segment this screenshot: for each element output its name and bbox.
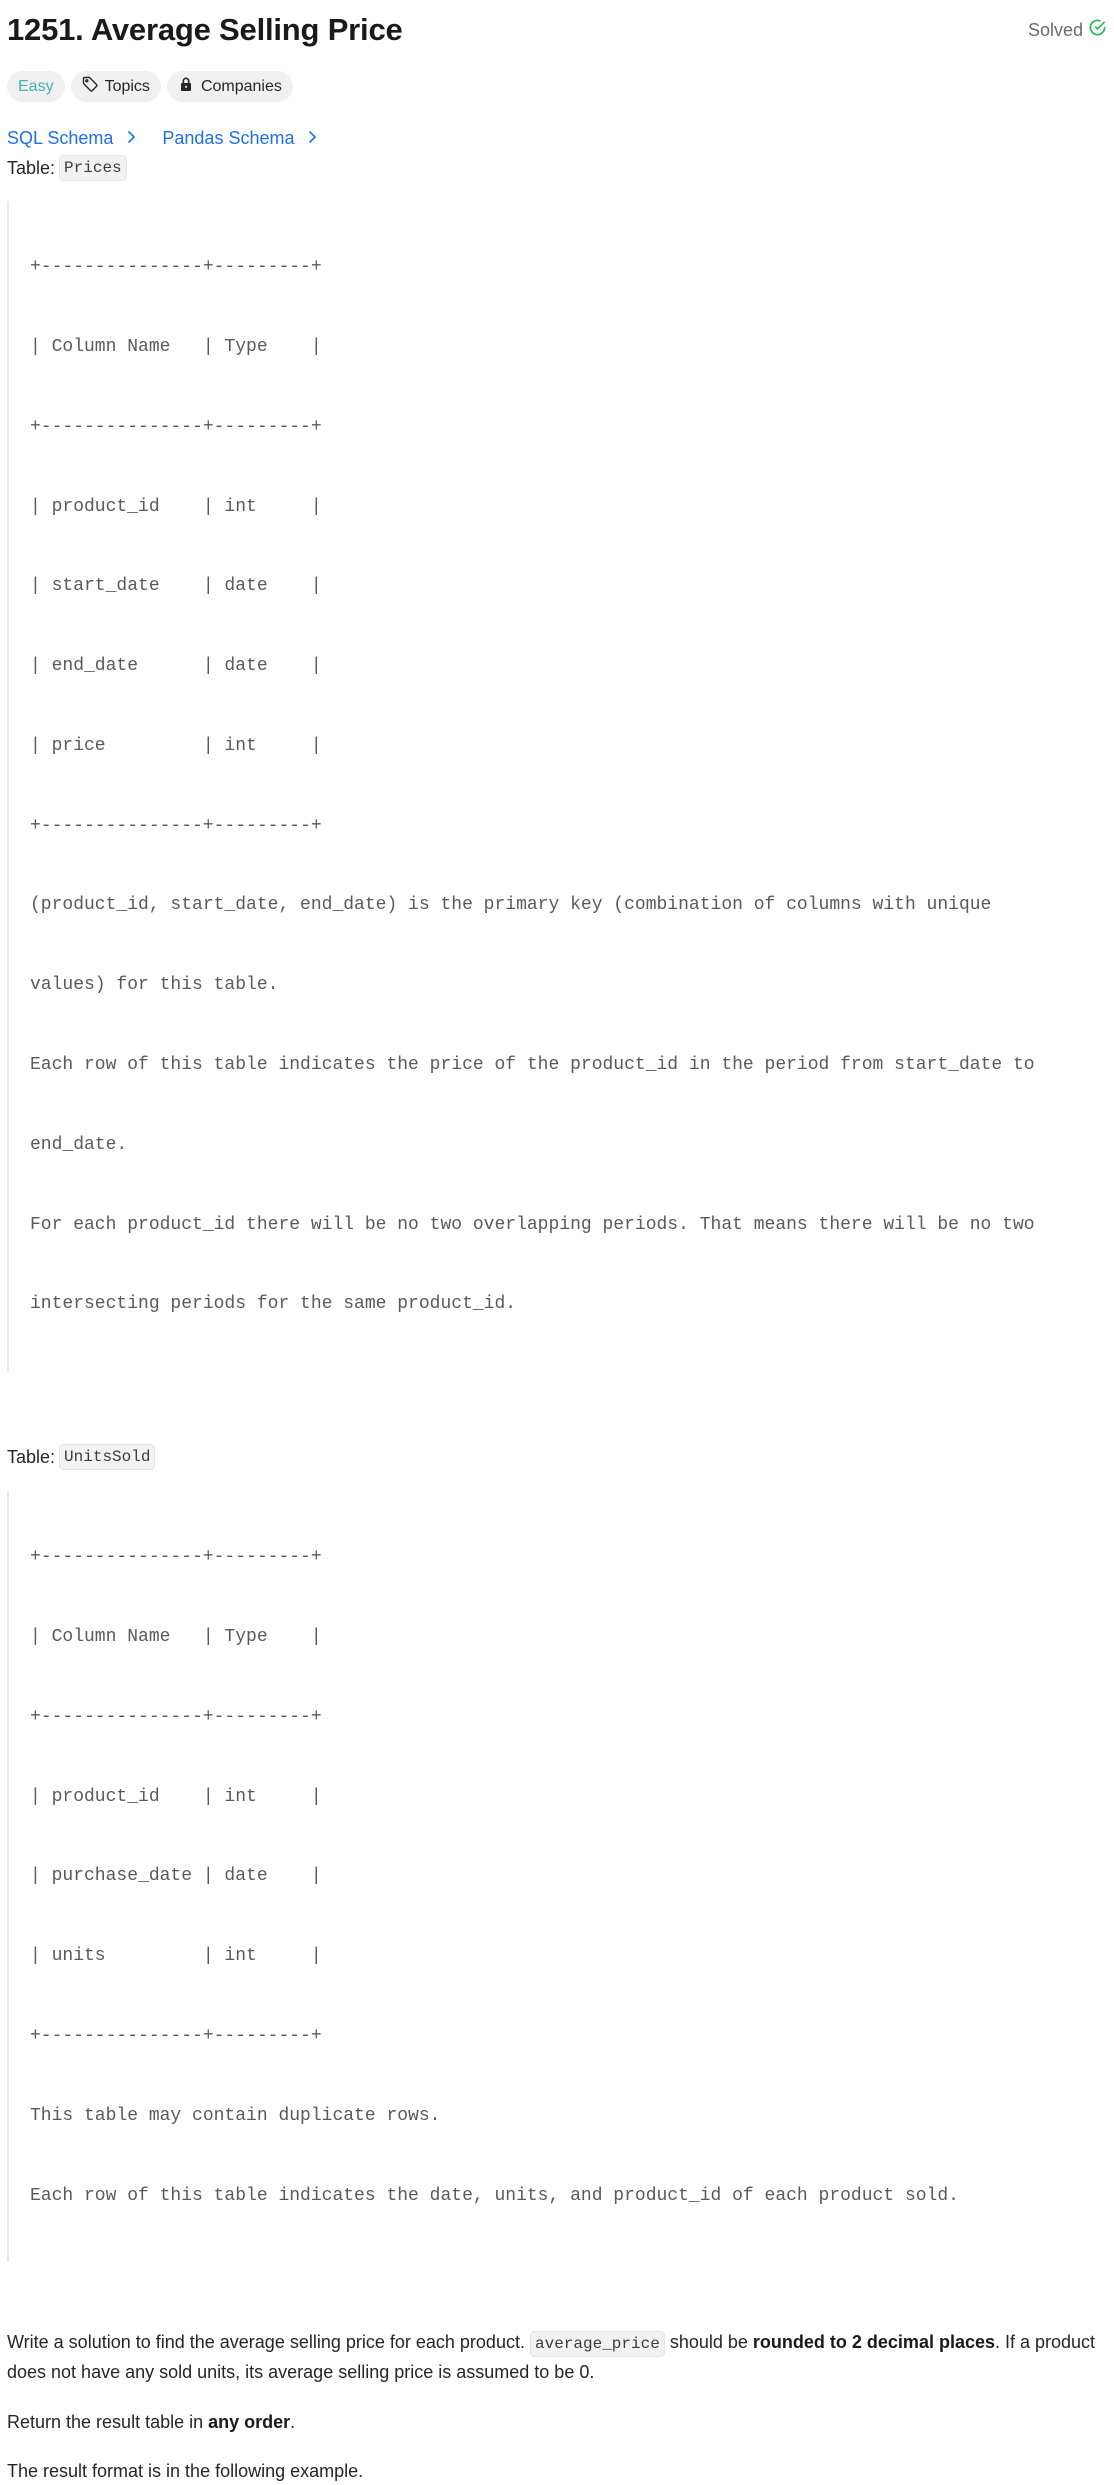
topics-label: Topics [104, 77, 150, 95]
schema-line: | product_id | int | [30, 496, 322, 517]
schema-line: This table may contain duplicate rows. [30, 2105, 441, 2126]
schema-line: +---------------+---------+ [30, 2026, 322, 2046]
table-name-code: Prices [59, 155, 127, 181]
table-name-code: UnitsSold [59, 1444, 155, 1470]
chevron-right-icon [126, 128, 136, 149]
prices-schema-block [7, 201, 1107, 1371]
description-text: . If a product does not have any sold units, its average selling price is assumed to be 0. [7, 2332, 1096, 2383]
format-paragraph [7, 2457, 1107, 2485]
sql-schema-link[interactable] [7, 128, 136, 149]
topics-button[interactable] [71, 71, 161, 102]
schema-line: +---------------+---------+ [30, 1547, 322, 1568]
pandas-schema-label: Pandas Schema [162, 127, 295, 148]
problem-title: 1251. Average Selling Price [7, 12, 403, 47]
average-price-code: average_price [530, 2331, 665, 2357]
prices-table-heading [7, 154, 1107, 182]
description-text: Write a solution to find the average selling price for each product. [7, 2332, 525, 2353]
order-text: Return the result table in [7, 2412, 204, 2433]
schema-line: (product_id, start_date, end_date) is the primary key (combination of columns with unique [30, 895, 992, 916]
schema-line: | start_date | date | [30, 576, 322, 597]
schema-line: values) for this table. [30, 975, 279, 996]
lock-icon [178, 76, 194, 97]
schema-line: intersecting periods for the same product_id. [30, 1294, 517, 1315]
problem-header [7, 0, 1107, 58]
order-paragraph [7, 2408, 1107, 2436]
schema-line: Each row of this table indicates the date, units, and product_id of each product sold. [30, 2185, 959, 2206]
schema-line: +---------------+---------+ [30, 416, 322, 437]
format-text: The result format is in the following example. [7, 2461, 364, 2482]
schema-line: | product_id | int | [30, 1786, 322, 1807]
schema-line: | Column Name | Type | [30, 336, 322, 357]
difficulty-badge: Easy [7, 71, 65, 102]
pandas-schema-link[interactable] [162, 128, 317, 149]
order-text: . [290, 2412, 296, 2433]
sql-schema-label: SQL Schema [7, 127, 114, 148]
table-label: Table: [7, 1446, 56, 1467]
order-emphasis: any order [208, 2412, 291, 2433]
schema-line: For each product_id there will be no two overlapping periods. That means there will be no two [30, 1214, 1035, 1235]
description-paragraph [7, 2328, 1107, 2386]
solved-status [1028, 18, 1107, 42]
schema-line: +---------------+---------+ [30, 815, 322, 836]
description-emphasis: rounded to 2 decimal places [752, 2332, 995, 2353]
schema-line: +---------------+---------+ [30, 257, 322, 278]
chevron-right-icon [307, 128, 317, 149]
schema-line: | price | int | [30, 735, 322, 756]
schema-line: +---------------+---------+ [30, 1706, 322, 1727]
unitssold-schema-block [7, 1491, 1107, 2262]
description-text: should be [669, 2332, 748, 2353]
solved-label: Solved [1027, 19, 1083, 40]
companies-label: Companies [200, 77, 282, 95]
check-circle-icon [1088, 18, 1107, 42]
tag-row [7, 71, 1107, 102]
tag-icon [82, 76, 98, 97]
schema-line: | end_date | date | [30, 656, 322, 677]
table-label: Table: [7, 157, 56, 178]
schema-line: | units | int | [30, 1946, 322, 1967]
schema-line: end_date. [30, 1134, 128, 1155]
companies-button[interactable] [167, 71, 293, 102]
schema-links [7, 124, 1107, 152]
schema-line: Each row of this table indicates the price of the product_id in the period from start_date to [30, 1055, 1035, 1075]
unitssold-table-heading [7, 1443, 1107, 1471]
schema-line: | purchase_date | date | [30, 1866, 322, 1887]
schema-line: | Column Name | Type | [30, 1627, 322, 1648]
